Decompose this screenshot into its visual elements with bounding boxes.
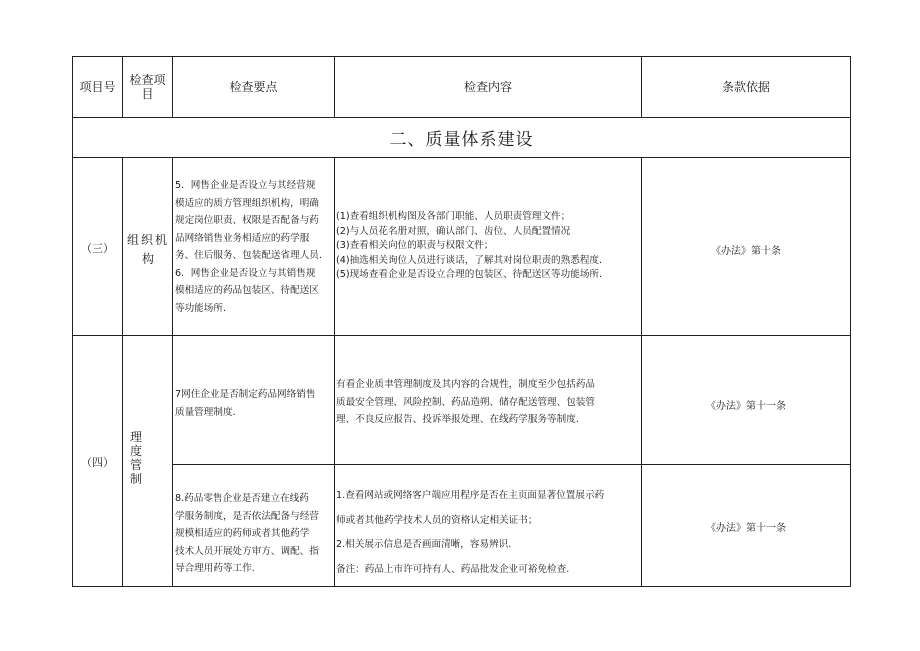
group-item-line: 制 — [129, 472, 142, 486]
text-line: 理、不良反应报告、投诉举报处理、在线药学服务等制度. — [336, 414, 579, 425]
text-line: 2.相关展示信息是否画面清晰，容易辨识. — [336, 539, 512, 550]
row-key-points — [175, 490, 333, 585]
text-line: 质量管理制度. — [175, 406, 236, 418]
group-item-line: 组织机 — [126, 233, 169, 247]
row-key-points — [175, 386, 333, 426]
text-line: 6．网售企业是否设立与其销售规 — [175, 267, 316, 279]
text-line: 1.查看网站或网络客户端应用程序是否在主页面显著位置展示药 — [336, 490, 605, 501]
text-line: 导合理用药等工作. — [175, 563, 255, 574]
row-basis: 《办法》第十条 — [711, 245, 781, 257]
text-line: 规模相适应的药师或者其他药学 — [175, 528, 310, 539]
text-line: 规定岗位职责、权限是否配备与药 — [175, 215, 319, 226]
text-line: 8.药品零售企业是否建立在线药 — [175, 493, 309, 504]
text-line: 学服务制度，是否依法配备与经营 — [175, 510, 319, 522]
header-item-no: 项目号 — [79, 80, 116, 94]
group-item-name — [126, 233, 170, 273]
row-key-points — [175, 177, 333, 327]
row-content — [336, 376, 640, 436]
text-line: (3)查看相关向位的职责与权限文件； — [336, 240, 494, 251]
header-basis: 条款依据 — [721, 80, 770, 94]
text-line: (5)现场查看企业是否设立合理的包装区、待配送区等功能场所. — [336, 269, 603, 280]
text-line: 师或者其他药学技术人员的资格认定相关证书； — [336, 514, 538, 526]
text-line: 务、住后服务、包装配送省理人员. — [175, 250, 322, 261]
group-item-line: 构 — [141, 252, 154, 266]
header-check-item: 检查项目 — [129, 73, 166, 101]
text-line: 品网络销售业务相适应的药学服 — [175, 232, 310, 244]
text-line: (4)抽选相关询位人员进行谈话，了解其对岗位职责的熟悉程度. — [336, 254, 603, 266]
text-line: 模相适应的药品包装区、待配送区 — [175, 285, 319, 296]
text-line: 备注：药品上市许可持有人、药品批发企业可裕免检查. — [336, 563, 570, 575]
text-line: 质最安全管理、风险控制、药品造朔、储存配送管理、包装管 — [336, 396, 596, 408]
header-content: 检查内容 — [463, 80, 512, 94]
text-line: 等功能场所. — [175, 302, 227, 314]
text-line: (1)查看组织机构图及各部门职能、人员职责管理文件； — [336, 211, 571, 222]
group-number: （四） — [81, 456, 114, 469]
group-item-line: 管 — [129, 458, 142, 472]
row-basis: 《办法》第十一条 — [706, 522, 786, 534]
text-line: (2)与人员花名册对照，确认部门、齿位、人员配置情况 — [336, 225, 571, 237]
text-line: 有看企业质聿管理制度及其内容的合规性，制度至少包括药品 — [336, 379, 596, 390]
group-item-name — [126, 430, 146, 500]
group-item-line: 理 — [129, 430, 142, 444]
section-title: 二、质量体系建设 — [389, 130, 534, 150]
text-line: 技术人员开展处方审方、调配、指 — [175, 545, 319, 557]
text-line: 7网住企业是否制定药品网络销售 — [175, 389, 316, 400]
group-item-line: 度 — [129, 444, 142, 458]
row-basis: 《办法》第十一条 — [706, 400, 786, 412]
row-content — [336, 484, 640, 584]
header-key-points: 检查要点 — [229, 80, 278, 94]
text-line: 模适应的质方管理组织机构，明确 — [175, 197, 319, 209]
row-content — [336, 210, 640, 290]
text-line: 5．网售企业是否设立与其经营规 — [175, 180, 316, 191]
group-number: （三） — [81, 242, 114, 255]
